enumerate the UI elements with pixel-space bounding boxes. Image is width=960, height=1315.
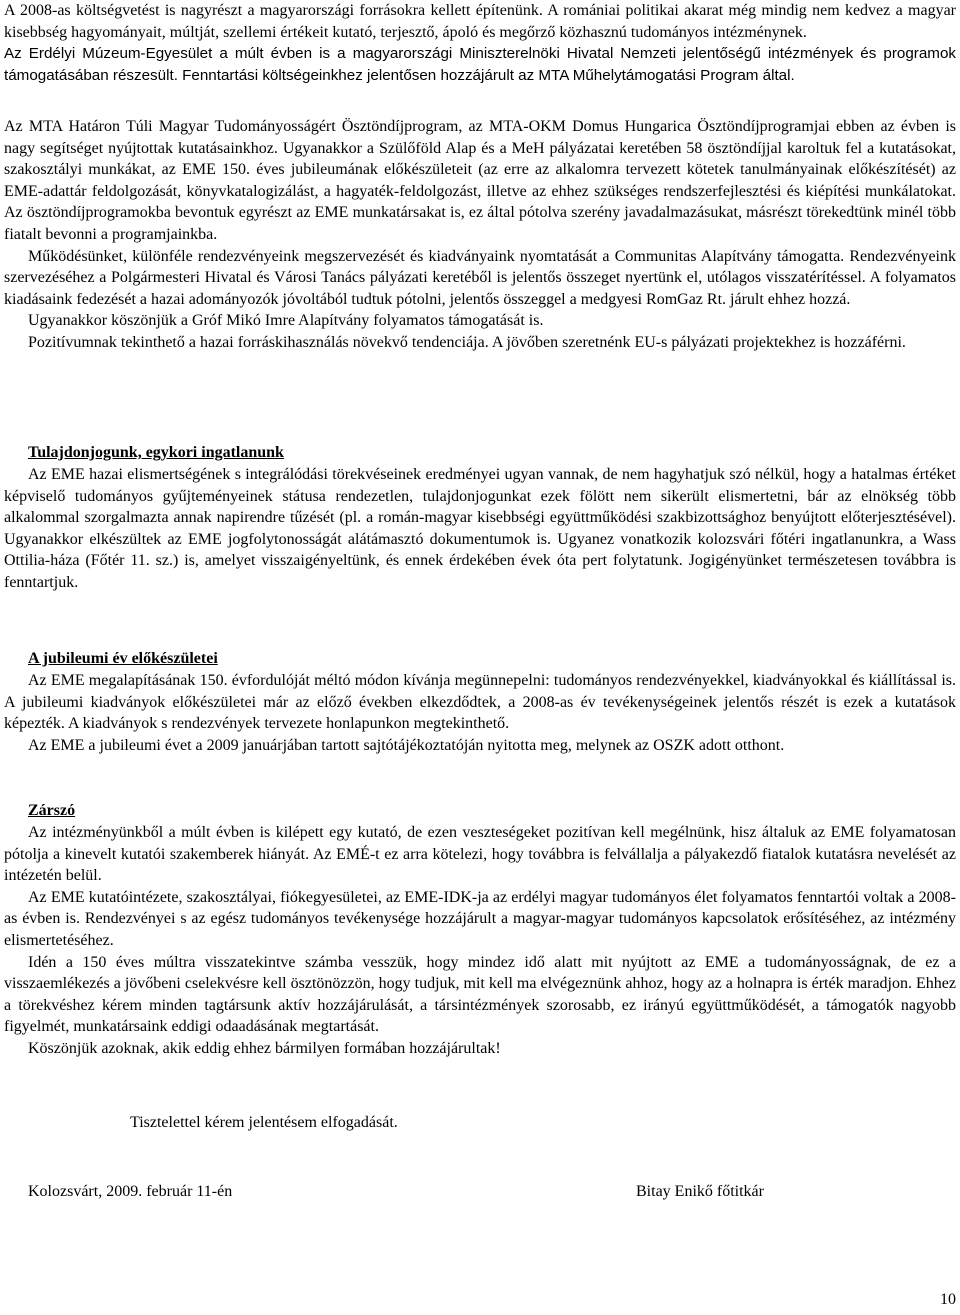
closing-request: Tisztelettel kérem jelentésem elfogadását. [130,1114,398,1131]
paragraph-thanks: Köszönjük azoknak, akik eddig ehhez bármilyen formában hozzájárultak! [28,1039,501,1057]
heading-property: Tulajdonjogunk, egykori ingatlanunk [28,444,284,461]
jubilee-section [0,670,960,756]
page-number: 10 [940,1291,956,1309]
paragraph-scholarships: Az MTA Határon Túli Magyar Tudományosságért Ösztöndíjprogram, az MTA-OKM Domus Hungarica Ösztöndíjprogramjai ebben az évben is nagy segítséget nyújtottak kutatásainkhoz. Ugyanakkor a Szülőföld Alap és a MeH pályázatai keretében 58 ösztöndíjjal karoltuk fel a kutatásokat, szakosztályi munkákat, az EME 150. éves jubileumának előkészületeit (az erre az alkalomra tervezett kötetek tanulmányainak előkészítését) az EME-adattár feldolgozását, könyvkatalogizálást, a hagyaték-feldolgozást, illetve az ehhez szükséges rendszerfejlesztési és kiépítési munkálatokat. Az ösztöndíjprogramokba bevontuk egyrészt az EME munkatársakat is, ez által pótolva szerény javadalmazásukat, másrészt törekedtünk minél több fiatalt bevonni a programjainkba. [4,118,956,243]
property-section [0,464,960,594]
paragraph-miko: Ugyanakkor köszönjük a Gróf Mikó Imre Alapítvány folyamatos támogatását is. [28,312,544,330]
signature: Bitay Enikő főtitkár [636,1183,764,1200]
paragraph-property: Az EME hazai elismertségének s integrálódási törekvéseinek eredményei ugyan vannak, de nem hagyhatjuk szó nélkül, hogy a hatalmas értéket képviselő tudományos gyűjteményeinek státusa rendezetlen, tulajdonjogunkat ezek fölött nem sikerült elismertetni, bár az elnökség több alkalommal szorgalmazta annak napirendre tűzését (pl. a román-magyar kisebbségi együttműködési szakbizottsághoz benyújtott előterjesztésével). Ugyanakkor elkészültek az EME jogfolytonosságát alátámasztó dokumentumok is. Ugyanez vonatkozik kolozsvári főtéri ingatlanunkra, a Wass Ottilia-háza (Főtér 11. sz.) is, amelyet visszaigényeltünk, és ennek érdekében évek óta pert folytatunk. Jogigényünket természetesen továbbra is fenntartjuk. [4,466,956,591]
paragraph-closing-researcher: Az intézményünkből a múlt évben is kilépett egy kutató, de ezen veszteségeket pozitívan kell megélnünk, hisz általuk az EME folyamatosan pótolja a kinevelt kutatói szakemberek hiányát. Az EMÉ-t ez arra kötelezi, hogy továbbra is felvállalja a pályakezdő fiatalok kutatásra nevelését az intézetén belül. [4,824,956,885]
place-date: Kolozsvárt, 2009. február 11-én [28,1183,233,1200]
paragraph-positive: Pozitívumnak tekinthető a hazai forráskihasználás növekvő tendenciája. A jövőben szeretnénk EU-s pályázati projektekhez is hozzáférni. [28,333,906,351]
paragraph-communitas: Működésünket, különféle rendezvényeink megszervezését és kiadványaink nyomtatását a Communitas Alapítvány támogatta. Rendezvényeink szervezéséhez a Polgármesteri Hivatal és Városi Tanács pályázati keretéből is jelentős összeget nyertünk el, utólagos visszatérítéssel. A folyamatos kiadásaink fedezését a hazai adományozók jóvoltából tudtuk pótolni, jelentős összeggel a medgyesi RomGaz Rt. járult ehhez hozzá. [4,247,956,308]
paragraph-jubilee-plans: Az EME megalapításának 150. évfordulóját méltó módon kívánja megünnepelni: tudományos rendezvényekkel, kiadványokkal és kiállítással is. A jubileumi kiadványok előkészületei már az előző években elkezdődtek, a 2008-as év tevékenységeinek jelentős részét is ezek a kutatások képezték. A kiadványok s rendezvények tervezete honlapunkon megtekinthető. [4,672,956,733]
paragraph-support: Az Erdélyi Múzeum-Egyesület a múlt évben is a magyarországi Miniszterelnöki Hivatal Nemzeti jelentőségű intézmények és programok támogatásában részesült. Fenntartási költségeinkhez jelentősen hozzájárult az MTA Műhelytámogatási Program által. [4,45,956,84]
paragraph-budget: A 2008-as költségvetést is nagyrészt a magyarországi forrásokra kellett építenünk. A romániai politikai akarat még mindig nem kedvez a magyar kisebbség hagyományait, múltját, szellemi értékeit kutató, terjesztő, ápoló és megőrző közhasznú tudományos intézménynek. [4,2,956,41]
paragraph-closing-future: Idén a 150 éves múltra visszatekintve számba vesszük, hogy mindez idő alatt mit nyújtott az EME a tudományosságnak, de ez a visszaemlékezés a jövőbeni cselekvésre kell ösztönözzön, hogy tudjuk, mit kell ma elvégeznünk ahhoz, hogy az a holnapra is érték maradjon. Ehhez a törekvéshez kérem minden tagtársunk aktív hozzájárulását, a társintézmények szorosabb, ez irányú együttműködését, a támogatók nagyobb figyelmét, munkatársaink eddigi odaadásának megtartását. [4,953,956,1036]
intro-section [0,0,960,86]
paragraph-closing-institute: Az EME kutatóintézete, szakosztályai, fiókegyesületei, az EME-IDK-ja az erdélyi magyar tudományos élet folyamatos fenntartói voltak a 2008-as évben is. Rendezvényei s az egész tudományos tevékenysége hozzájárult a magyar-magyar tudományos kapcsolatok erősítéséhez, az intézmény elismertetéséhez. [4,888,956,949]
heading-closing: Zárszó [28,802,76,819]
scholarship-section [0,116,960,354]
closing-section [0,822,960,1060]
paragraph-jubilee-opening: Az EME a jubileumi évet a 2009 januárjában tartott sajtótájékoztatóján nyitotta meg, melynek az OSZK adott otthont. [28,736,785,754]
heading-jubilee: A jubileumi év előkészületei [28,650,218,667]
